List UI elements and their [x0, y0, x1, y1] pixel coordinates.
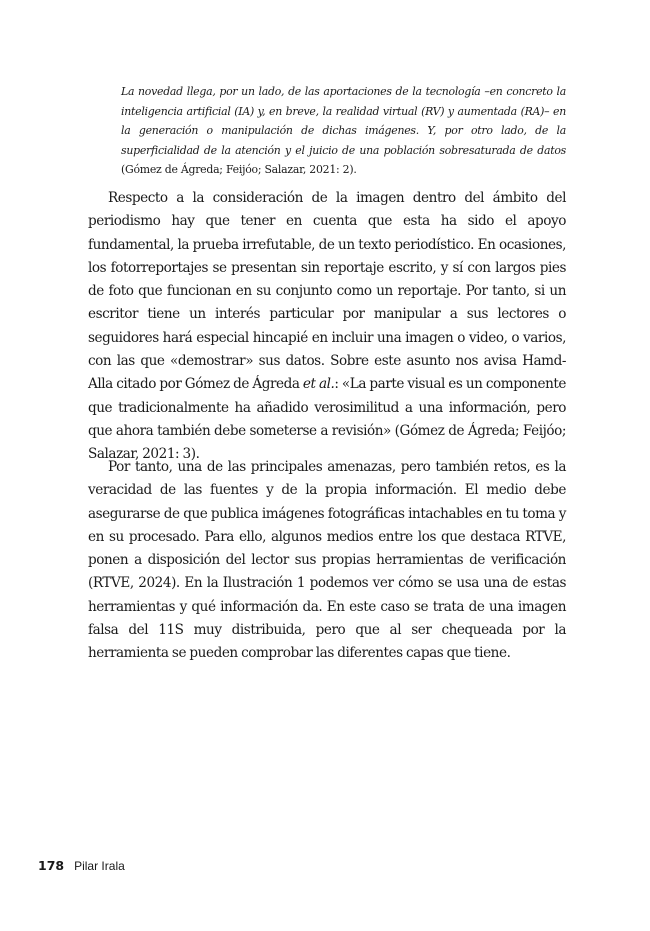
quote-citation: (Gómez de Ágreda; Feijóo; Salazar, 2021: 2). [121, 163, 357, 176]
paragraph-1-text [88, 187, 566, 467]
paragraph-1-italic: et al. [302, 376, 335, 393]
paragraph-2 [88, 456, 566, 666]
paragraph-1 [88, 187, 566, 467]
paragraph-1-text-a: Respecto a la consideración de la imagen dentro del ámbito del periodismo hay que tener en cuenta que esta ha sido el apoyo fundamental, la prueba irrefutable, de un texto periodístico. En ocasiones, los fotorreportajes se presentan sin reportaje escrito, y sí con largos pies de foto que funcionan en su conjunto como un reportaje. Por tanto, si un escritor tiene un interés particular por manipular a sus lectores o seguidores hará especial hincapié en incluir una imagen o video, o varios, con las que «demostrar» sus datos. Sobre este asunto nos avisa Hamd-Alla citado por Gómez de Ágreda [88, 190, 566, 393]
block-quote [121, 82, 566, 180]
paragraph-1-text-b: : «La parte visual es un componente que tradicionalmente ha añadido verosimilitud a una información, pero que ahora también debe someterse a revisión» (Gómez de Ágreda; Feijóo; Salazar, 2021: 3). [88, 376, 566, 463]
page-number: 178 [38, 858, 65, 873]
running-footer-author: Pilar Irala [74, 859, 125, 873]
page-footer [38, 858, 125, 873]
quote-text: La novedad llega, por un lado, de las aportaciones de la tecnología –en concreto la inteligencia artificial (IA) y, en breve, la realidad virtual (RV) y aumentada (RA)– en la generación o manipulación de dichas imágenes. Y, por otro lado, de la superficialidad de la atención y el juicio de una población sobresaturada de datos [121, 85, 566, 157]
paragraph-2-text: Por tanto, una de las principales amenazas, pero también retos, es la veracidad de las fuentes y de la propia información. El medio debe asegurarse de que publica imágenes fotográficas intachables en tu toma y en su procesado. Para ello, algunos medios entre los que destaca RTVE, ponen a disposición del lector sus propias herramientas de verificación (RTVE, 2024). En la Ilustración 1 podemos ver cómo se usa una de estas herramientas y qué información da. En este caso se trata de una imagen falsa del 11S muy distribuida, pero que al ser chequeada por la herramienta se pueden comprobar las diferentes capas que tiene. [88, 459, 566, 662]
